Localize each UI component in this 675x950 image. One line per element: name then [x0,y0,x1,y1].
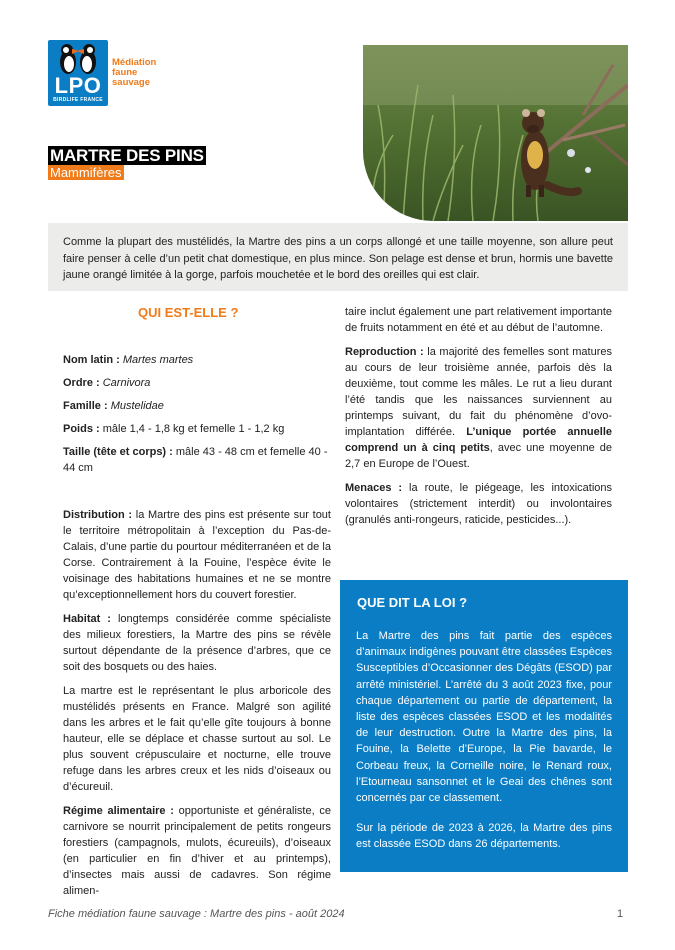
paragraph-distribution [63,507,331,603]
species-facts [63,352,331,483]
left-column [63,507,331,907]
paragraph-label: Distribution : [63,509,136,521]
page-subtitle: Mammifères [50,165,122,180]
fact-value: Carnivora [102,377,151,389]
paragraph-label: Reproduction : [345,346,428,358]
logo-line-2: faune [112,67,138,78]
logo-line-1: Médiation [112,57,157,68]
paragraph-label: Régime alimentaire : [63,805,179,817]
law-paragraph-2: Sur la période de 2023 à 2026, la Martre des pins est classée ESOD dans 26 départements. [356,822,612,851]
fact-latin-name [63,352,331,368]
section-heading-law: QUE DIT LA LOI ? [357,595,468,610]
paragraph-regime-continued: taire inclut également une part relativement importante de fruits notamment en été et au début de l’automne. [345,306,612,334]
fact-value: mâle 1,4 - 1,8 kg et femelle 1 - 1,2 kg [102,423,285,435]
logo-lpo-text: LPO [54,73,102,98]
paragraph-text: opportuniste et généraliste, ce carnivore se nourrit principalement de petits rongeurs forestiers (campagnols, mulots, écureuils), d’oiseaux (en particulier en fin d’hiver et au printemps), d’insectes mais aussi de cadavres. Son régime alimen- [63,805,331,897]
fact-label: Nom latin : [63,354,123,366]
puffin-icon [54,42,102,76]
intro-text: Comme la plupart des mustélidés, la Martre des pins a un corps allongé et une taille moyenne, son allure peut faire penser à celle d’un petit chat domestique, en plus mince. Son pelage est dense et brun, hormis une bavette jaune orangé limitée à la gorge, parfois mouchetée et le bord des oreilles qui est clair. [63,236,613,281]
paragraph-label: Habitat : [63,613,118,625]
law-text [356,628,612,867]
pine-marten-photo [363,45,628,221]
law-paragraph-1: La Martre des pins fait partie des espèces d’animaux indigènes pouvant être classées Espèces Susceptibles d’Occasionner des Dégâts (ESOD) par arrêté ministériel. L’arrêté du 3 août 2023 fixe, pour chaque département ou partie de département, la liste des espèces classées ESOD et les modalités de leur destruction. Outre la Martre des pins, la Fouine, la Belette d’Europe, la Pie bavarde, le Corbeau freux, la Corneille noire, le Renard roux, l’Etourneau sansonnet et le Geai des chênes sont concernés par ce classement. [356,630,612,805]
paragraph-menaces [345,480,612,528]
fact-family [63,398,331,414]
logo-birdlife-text: BIRDLIFE FRANCE [53,97,103,103]
intro-box [48,223,628,291]
fact-label: Ordre : [63,377,103,389]
fact-label: Famille : [63,400,111,412]
paragraph-text: , avec une moyenne de 2,7 en Europe de l’Ouest. [345,442,613,470]
paragraph-text: la majorité des femelles sont matures au cours de leur troisième année, parfois dès la deuxième, tout comme les mâles. Le rut a lieu durant l’été tandis que les naissances surviennent au printemps suivant, du fait du phénomène d’ovo-implantation différée. [345,346,612,438]
fact-label: Poids : [63,423,103,435]
fact-value: Martes martes [122,354,194,366]
paragraph-bold-text: L’unique portée annuelle comprend un à cinq petits [345,426,612,454]
paragraph-arboricole: La martre est le représentant le plus arboricole des mustélidés présents en France. Malgré son agilité dans les arbres et le fait qu’elle gîte toujours à bonne hauteur, elle se déplace et chasse surtout au sol. Le plus souvent crépusculaire et nocturne, elle trouve refuge dans les arbres creux et les nids d’oiseaux ou d’écureuil. [63,685,331,793]
fact-label: Taille (tête et corps) : [63,446,176,458]
lpo-logo-box [48,40,108,106]
paragraph-reproduction [345,344,612,472]
page-title: MARTRE DES PINS [50,146,204,165]
paragraph-text: la Martre des pins est présente sur tout le territoire métropolitain à l’exception du Pas-de-Calais, d’une partie du pourtour méditerranéen et de la Corse. Contrairement à la Fouine, l’espèce évite le voisinage des habitations humaines et ne se montre qu’exceptionnellement hors du couvert forestier. [63,509,331,601]
pine-marten-illustration [363,45,628,221]
page-number: 1 [617,908,624,920]
paragraph-label: Menaces : [345,482,410,494]
logo-line-3: sauvage [112,77,151,88]
paragraph-text: longtemps considérée comme spécialiste des milieux forestiers, la Martre des pins se révèle surtout dépendante de la présence d’arbres, que ce soit des bosquets ou des haies. [63,613,331,673]
fact-value: Mustelidae [110,400,164,412]
logo-mediation-text [112,58,182,88]
footer-text: Fiche médiation faune sauvage : Martre des pins - août 2024 [48,908,345,920]
paragraph-regime [63,803,331,899]
law-box [340,580,628,872]
fact-size [63,444,331,476]
right-column [345,304,612,536]
section-heading-qui: QUI EST-ELLE ? [138,305,239,320]
paragraph-habitat [63,611,331,675]
fact-order [63,375,331,391]
fact-weight [63,421,331,437]
lpo-logo [48,40,173,106]
fact-value: mâle 43 - 48 cm et femelle 40 - 44 cm [63,446,328,474]
paragraph-text: la route, le piégeage, les intoxications volontaires (strictement interdit) ou involontaires (granulés anti-rongeurs, raticide, pesticides...). [345,482,612,526]
